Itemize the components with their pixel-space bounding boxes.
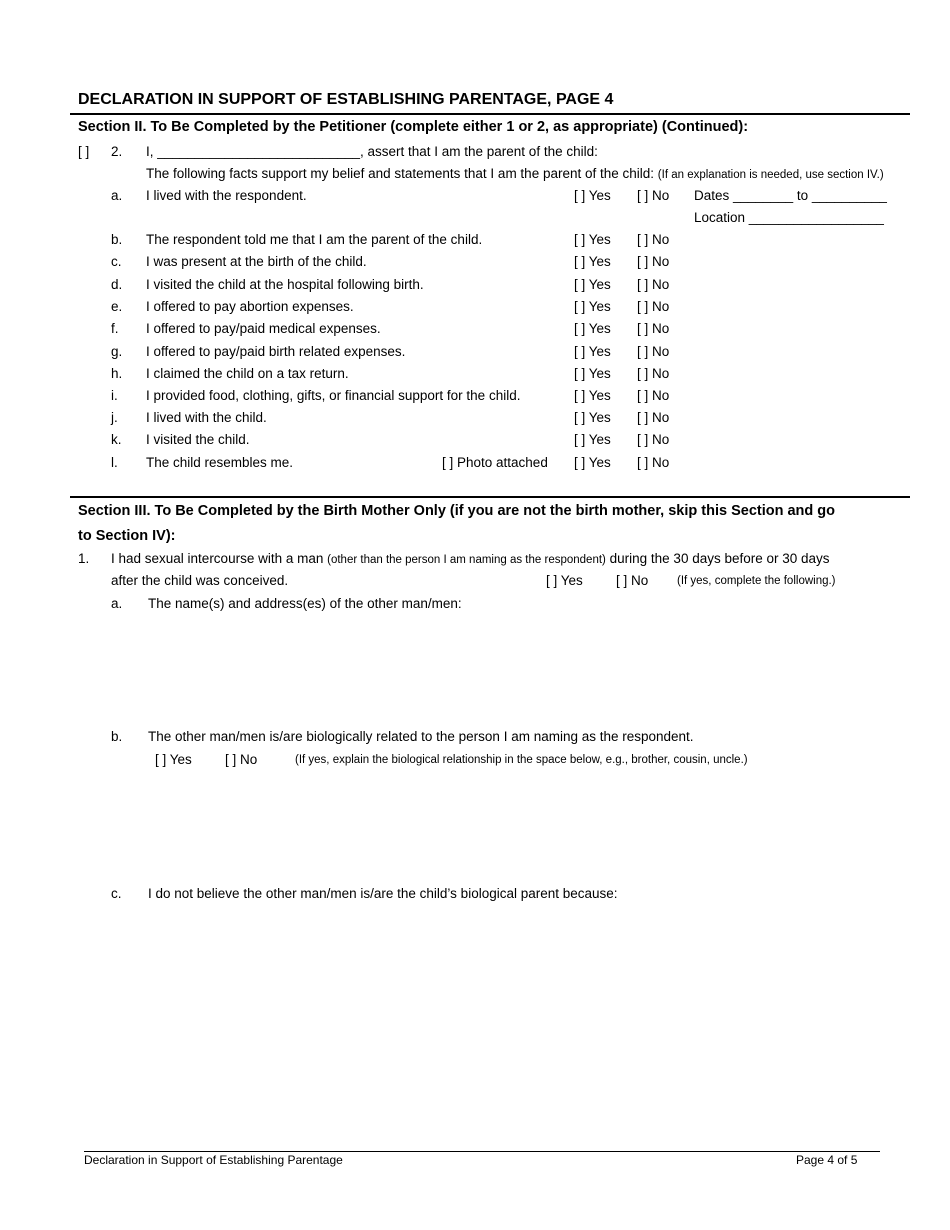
fact-letter: b.	[111, 232, 123, 247]
fact-yes-checkbox[interactable]: [ ] Yes	[574, 410, 611, 425]
q1b-no-checkbox[interactable]: [ ] No	[225, 752, 258, 767]
fact-no-checkbox[interactable]: [ ] No	[637, 321, 670, 336]
q1a-letter: a.	[111, 596, 123, 611]
fact-letter: k.	[111, 432, 122, 447]
dates-field[interactable]: Dates ________ to __________	[694, 188, 887, 203]
fact-text: I provided food, clothing, gifts, or financial support for the child.	[146, 388, 521, 403]
fact-no-checkbox[interactable]: [ ] No	[637, 254, 670, 269]
fact-no-checkbox[interactable]: [ ] No	[637, 188, 670, 203]
fact-no-checkbox[interactable]: [ ] No	[637, 232, 670, 247]
fact-letter: a.	[111, 188, 123, 203]
fact-text: I lived with the child.	[146, 410, 267, 425]
fact-yes-checkbox[interactable]: [ ] Yes	[574, 299, 611, 314]
fact-text: The respondent told me that I am the parent of the child.	[146, 232, 483, 247]
fact-text: I claimed the child on a tax return.	[146, 366, 349, 381]
q1-no-checkbox[interactable]: [ ] No	[616, 573, 649, 588]
fact-letter: f.	[111, 321, 119, 336]
fact-no-checkbox[interactable]: [ ] No	[637, 299, 670, 314]
footer-rule	[84, 1151, 880, 1152]
fact-no-checkbox[interactable]: [ ] No	[637, 277, 670, 292]
fact-yes-checkbox[interactable]: [ ] Yes	[574, 344, 611, 359]
section-3-heading-line2: to Section IV):	[78, 528, 176, 544]
section-2-heading: Section II. To Be Completed by the Petitioner (complete either 1 or 2, as appropriate) (Continued):	[78, 119, 749, 135]
item-2-statement: I, ___________________________, assert that I am the parent of the child:	[146, 144, 598, 159]
item-2-checkbox[interactable]: [ ]	[78, 144, 90, 159]
fact-yes-checkbox[interactable]: [ ] Yes	[574, 188, 611, 203]
q1-note: (If yes, complete the following.)	[677, 575, 836, 587]
fact-letter: j.	[111, 410, 118, 425]
item-2-number: 2.	[111, 144, 123, 159]
footer-left: Declaration in Support of Establishing Parentage	[84, 1153, 343, 1167]
q1a-text: The name(s) and address(es) of the other man/men:	[148, 596, 462, 611]
title-rule	[70, 113, 910, 115]
q1b-text: The other man/men is/are biologically related to the person I am naming as the respondent.	[148, 729, 694, 744]
fact-yes-checkbox[interactable]: [ ] Yes	[574, 277, 611, 292]
fact-yes-checkbox[interactable]: [ ] Yes	[574, 432, 611, 447]
fact-no-checkbox[interactable]: [ ] No	[637, 432, 670, 447]
footer-right: Page 4 of 5	[796, 1153, 858, 1167]
fact-text: I visited the child at the hospital following birth.	[146, 277, 424, 292]
fact-yes-checkbox[interactable]: [ ] Yes	[574, 254, 611, 269]
item-2-intro-note: (If an explanation is needed, use section IV.)	[657, 169, 884, 181]
fact-text: The child resembles me.	[146, 455, 294, 470]
fact-letter: c.	[111, 254, 122, 269]
section-divider	[70, 496, 910, 498]
fact-text: I offered to pay abortion expenses.	[146, 299, 354, 314]
q1b-letter: b.	[111, 729, 123, 744]
q1-line1-a: I had sexual intercourse with a man	[111, 551, 324, 566]
q1-line1-note: (other than the person I am naming as the respondent)	[327, 554, 606, 566]
item-2-intro-text: The following facts support my belief and statements that I am the parent of the child:	[146, 166, 655, 181]
q1b-yes-checkbox[interactable]: [ ] Yes	[155, 752, 192, 767]
q1-line1-b: during the 30 days before or 30 days	[609, 551, 830, 566]
page-title: DECLARATION IN SUPPORT OF ESTABLISHING PARENTAGE, PAGE 4	[78, 91, 614, 108]
fact-no-checkbox[interactable]: [ ] No	[637, 455, 670, 470]
fact-yes-checkbox[interactable]: [ ] Yes	[574, 455, 611, 470]
fact-letter: e.	[111, 299, 123, 314]
q1c-letter: c.	[111, 886, 122, 901]
fact-text: I offered to pay/paid birth related expenses.	[146, 344, 406, 359]
q1-yes-checkbox[interactable]: [ ] Yes	[546, 573, 583, 588]
q1-line1	[111, 551, 830, 566]
fact-text: I visited the child.	[146, 432, 250, 447]
photo-attached-checkbox[interactable]: [ ] Photo attached	[442, 455, 548, 470]
q1-number: 1.	[78, 551, 90, 566]
fact-no-checkbox[interactable]: [ ] No	[637, 366, 670, 381]
fact-letter: d.	[111, 277, 123, 292]
q1c-text: I do not believe the other man/men is/are the child’s biological parent because:	[148, 886, 618, 901]
fact-letter: h.	[111, 366, 123, 381]
fact-text: I offered to pay/paid medical expenses.	[146, 321, 381, 336]
fact-no-checkbox[interactable]: [ ] No	[637, 344, 670, 359]
item-2-intro	[146, 166, 884, 181]
fact-yes-checkbox[interactable]: [ ] Yes	[574, 232, 611, 247]
q1-line2: after the child was conceived.	[111, 573, 289, 588]
fact-letter: i.	[111, 388, 118, 403]
fact-yes-checkbox[interactable]: [ ] Yes	[574, 388, 611, 403]
q1b-note: (If yes, explain the biological relationship in the space below, e.g., brother, cousin, uncle.)	[295, 754, 748, 766]
fact-text: I lived with the respondent.	[146, 188, 307, 203]
fact-text: I was present at the birth of the child.	[146, 254, 367, 269]
fact-yes-checkbox[interactable]: [ ] Yes	[574, 321, 611, 336]
fact-no-checkbox[interactable]: [ ] No	[637, 388, 670, 403]
fact-letter: g.	[111, 344, 123, 359]
location-field[interactable]: Location __________________	[694, 210, 884, 225]
fact-yes-checkbox[interactable]: [ ] Yes	[574, 366, 611, 381]
fact-letter: l.	[111, 455, 118, 470]
section-3-heading-line1: Section III. To Be Completed by the Birth Mother Only (if you are not the birth mother, skip this Section and go	[78, 503, 836, 519]
fact-no-checkbox[interactable]: [ ] No	[637, 410, 670, 425]
